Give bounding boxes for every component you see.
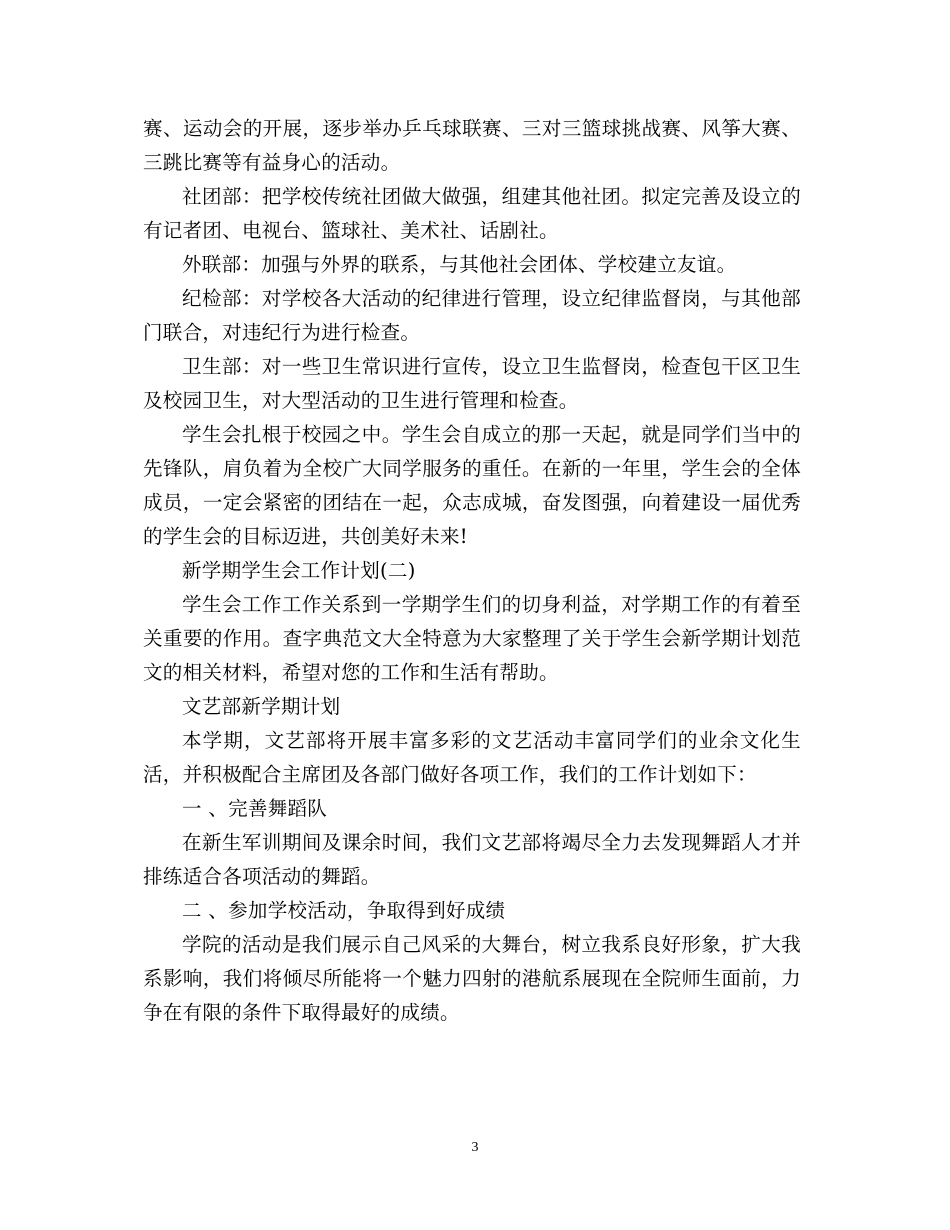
paragraph-4: 纪检部：对学校各大活动的纪律进行管理，设立纪律监督岗，与其他部门联合，对违纪行为进行检查。 bbox=[143, 287, 801, 344]
paragraph-6: 学生会扎根于校园之中。学生会自成立的那一天起，就是同学们当中的先锋队，肩负着为全校广大同学服务的重任。在新的一年里，学生会的全体成员，一定会紧密的团结在一起，众志成城，奋发图强，向着建设一届优秀的学生会的目标迈进，共创美好未来! bbox=[143, 423, 801, 548]
paragraph-2: 社团部：把学校传统社团做大做强，组建其他社团。拟定完善及设立的有记者团、电视台、篮球社、美术社、话剧社。 bbox=[143, 185, 801, 242]
page-number: 3 bbox=[471, 1140, 479, 1155]
paragraph-1: 赛、运动会的开展，逐步举办乒乓球联赛、三对三篮球挑战赛、风筝大赛、三跳比赛等有益身心的活动。 bbox=[143, 117, 801, 174]
paragraph-12: 在新生军训期间及课余时间，我们文艺部将竭尽全力去发现舞蹈人才并排练适合各项活动的舞蹈。 bbox=[143, 831, 801, 888]
paragraph-10: 本学期，文艺部将开展丰富多彩的文艺活动丰富同学们的业余文化生活，并积极配合主席团及各部门做好各项工作，我们的工作计划如下： bbox=[143, 729, 801, 786]
paragraph-5: 卫生部：对一些卫生常识进行宣传，设立卫生监督岗，检查包干区卫生及校园卫生，对大型活动的卫生进行管理和检查。 bbox=[143, 355, 801, 412]
list-heading-1: 一 、完善舞蹈队 bbox=[182, 797, 328, 820]
paragraph-8: 学生会工作工作关系到一学期学生们的切身利益，对学期工作的有着至关重要的作用。查字典范文大全特意为大家整理了关于学生会新学期计划范文的相关材料，希望对您的工作和生活有帮助。 bbox=[143, 593, 801, 684]
document-body bbox=[143, 112, 801, 1030]
paragraph-14: 学院的活动是我们展示自己风采的大舞台，树立我系良好形象，扩大我系影响，我们将倾尽所能将一个魅力四射的港航系展现在全院师生面前，力争在有限的条件下取得最好的成绩。 bbox=[143, 933, 801, 1024]
section-heading-plan-2: 新学期学生会工作计划(二) bbox=[182, 559, 416, 582]
list-heading-2: 二 、参加学校活动，争取得到好成绩 bbox=[182, 899, 506, 922]
paragraph-3: 外联部：加强与外界的联系，与其他社会团体、学校建立友谊。 bbox=[182, 253, 737, 276]
section-heading-arts-dept: 文艺部新学期计划 bbox=[182, 695, 341, 718]
